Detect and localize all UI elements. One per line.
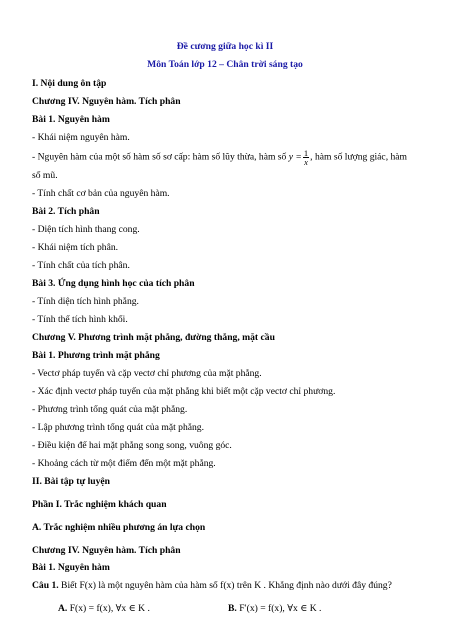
list-item: - Khái niệm nguyên hàm.	[32, 132, 130, 143]
chapter-heading-5: Chương V. Phương trình mặt phẳng, đường thẳng, mặt cầu	[32, 332, 275, 343]
document-title: Đề cương giữa học kì II	[176, 41, 274, 52]
subsection-heading-mcq: A. Trắc nghiệm nhiều phương án lựa chọn	[32, 522, 206, 533]
option-label: B.	[228, 603, 237, 614]
document-subtitle: Môn Toán lớp 12 – Chân trời sáng tạo	[147, 59, 303, 70]
section-heading-content: I. Nội dung ôn tập	[32, 78, 107, 89]
list-item: - Khái niệm tích phân.	[32, 242, 119, 253]
list-item: - Vectơ pháp tuyến và cặp vectơ chỉ phương của mặt phẳng.	[32, 368, 262, 379]
list-item-continuation: số mũ.	[32, 170, 58, 181]
formula-lhs: y =	[288, 151, 302, 163]
option-a	[58, 603, 150, 615]
question-1	[32, 580, 392, 592]
lesson-heading-exercises: Bài 1. Nguyên hàm	[32, 562, 110, 573]
list-item: - Xác định vectơ pháp tuyến của mặt phẳng khi biết một cặp vectơ chỉ phương.	[32, 386, 336, 397]
section-heading-exercises: II. Bài tập tự luyện	[32, 476, 110, 487]
option-label: A.	[58, 603, 68, 614]
lesson-heading-1: Bài 1. Nguyên hàm	[32, 114, 110, 125]
option-text: F(x) = f(x), ∀x ∈ K .	[67, 603, 150, 614]
list-item-text-cont: , hàm số lượng giác, hàm	[310, 151, 408, 163]
list-item: - Diện tích hình thang cong.	[32, 224, 140, 235]
lesson-heading-plane: Bài 1. Phương trình mặt phẳng	[32, 350, 160, 361]
list-item: - Lập phương trình tổng quát của mặt phẳng.	[32, 422, 204, 433]
list-item-text: - Nguyên hàm của một số hàm số sơ cấp: hàm số lũy thừa, hàm số	[32, 151, 289, 163]
list-item: - Tính chất của tích phân.	[32, 260, 130, 271]
question-text: Biết F(x) là một nguyên hàm của hàm số f(x) trên K . Khẳng định nào dưới đây đúng?	[58, 580, 392, 591]
list-item: - Tính thể tích hình khối.	[32, 314, 128, 325]
lesson-heading-2: Bài 2. Tích phân	[32, 206, 100, 217]
part-heading-objective: Phần I. Trắc nghiệm khách quan	[32, 499, 167, 510]
chapter-heading-4-exercises: Chương IV. Nguyên hàm. Tích phân	[32, 545, 181, 556]
list-item: - Điều kiện để hai mặt phẳng song song, vuông góc.	[32, 440, 232, 451]
list-item: - Tính diện tích hình phẳng.	[32, 296, 139, 307]
option-b	[228, 603, 321, 615]
fraction-denominator: x	[304, 157, 308, 167]
list-item-with-formula	[32, 149, 407, 166]
question-label: Câu 1.	[32, 580, 59, 591]
list-item: - Phương trình tổng quát của mặt phẳng.	[32, 404, 188, 415]
list-item: - Khoảng cách từ một điểm đến một mặt phẳng.	[32, 458, 216, 469]
lesson-heading-3: Bài 3. Ứng dụng hình học của tích phân	[32, 278, 195, 289]
option-text: F′(x) = f(x), ∀x ∈ K .	[236, 603, 322, 614]
fraction-numerator: 1	[303, 148, 309, 158]
chapter-heading-4: Chương IV. Nguyên hàm. Tích phân	[32, 96, 181, 107]
fraction-one-over-x	[303, 149, 309, 166]
list-item: - Tính chất cơ bản của nguyên hàm.	[32, 188, 170, 199]
